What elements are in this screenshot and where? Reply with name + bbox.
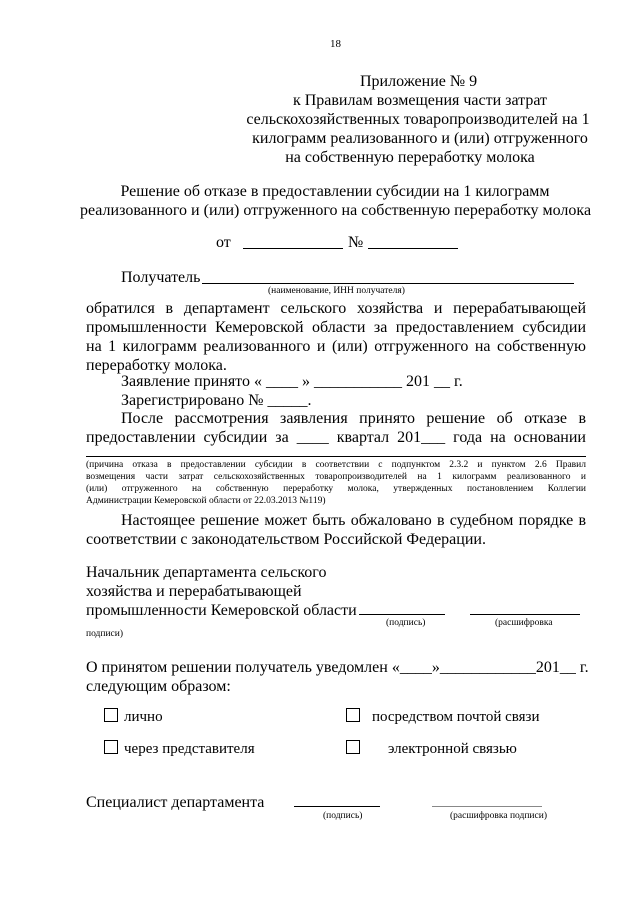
head-title-line-3: промышленности Кемеровской области bbox=[86, 602, 357, 619]
reason-note bbox=[86, 459, 586, 507]
option-electronic-label: электронной связью bbox=[388, 741, 517, 757]
notification-line-2: следующим образом: bbox=[86, 678, 231, 695]
appendix-line-2: сельскохозяйственных товаропроизводителей на 1 bbox=[246, 111, 590, 128]
reason-note-line-4: Администрации Кемеровской области от 22.03.2013 №119) bbox=[86, 496, 326, 506]
checkbox-representative[interactable] bbox=[104, 740, 118, 754]
reason-field[interactable] bbox=[86, 456, 586, 457]
head-decode-hint: (расшифровка bbox=[495, 618, 553, 628]
decision-number-field[interactable] bbox=[368, 248, 458, 249]
appeal-line-1: Настоящее решение может быть обжаловано в судебном порядке в bbox=[121, 512, 586, 529]
appendix-line-3: килограмм реализованного и (или) отгруженного bbox=[252, 130, 588, 147]
page-number: 18 bbox=[330, 38, 341, 50]
recipient-field[interactable] bbox=[202, 283, 574, 284]
option-in-person[interactable] bbox=[104, 708, 163, 727]
appendix-line-1: к Правилам возмещения части затрат bbox=[292, 92, 548, 109]
recipient-label: Получатель bbox=[121, 269, 201, 286]
body-p1-line-4: переработку молока. bbox=[86, 357, 227, 374]
specialist-sign-hint: (подпись) bbox=[323, 811, 363, 821]
appendix-title: Приложение № 9 bbox=[360, 73, 478, 90]
body-p2-line-2: предоставлении субсидии за ____ квартал 201___ года на основании bbox=[86, 429, 586, 446]
application-accepted: Заявление принято « ____ » ___________ 201 __ г. bbox=[121, 373, 463, 390]
option-representative[interactable] bbox=[104, 740, 255, 759]
body-p1-line-1: обратился в департамент сельского хозяйства и перерабатывающей bbox=[86, 300, 586, 317]
reason-note-line-2: возмещения части затрат сельскохозяйственных товаропроизводителей на 1 килограмм реализованного и bbox=[86, 472, 586, 482]
head-title-line-2: хозяйства и перерабатывающей bbox=[86, 583, 302, 600]
option-in-person-label: лично bbox=[124, 709, 163, 725]
decision-title-line-1: Решение об отказе в предоставлении субсидии на 1 килограмм bbox=[120, 183, 550, 200]
decision-from-label: от bbox=[216, 234, 231, 251]
head-sign-field[interactable] bbox=[359, 614, 445, 615]
specialist-decode-field[interactable] bbox=[432, 806, 542, 807]
appendix-line-4: на собственную переработку молока bbox=[285, 149, 535, 166]
appeal-line-2: соответствии с законодательством Российской Федерации. bbox=[86, 531, 486, 548]
specialist-label: Специалист департамента bbox=[86, 794, 265, 811]
notification-line-1: О принятом решении получатель уведомлен «____»____________201__ г. bbox=[86, 659, 589, 676]
option-representative-label: через представителя bbox=[124, 741, 255, 757]
decision-number-label: № bbox=[348, 234, 364, 251]
option-post-label: посредством почтой связи bbox=[372, 709, 540, 725]
body-p1-line-3: на 1 килограмм реализованного и (или) отгруженного на собственную bbox=[86, 338, 586, 355]
checkbox-electronic[interactable] bbox=[346, 740, 360, 754]
checkbox-post[interactable] bbox=[346, 708, 360, 722]
decision-date-field[interactable] bbox=[243, 248, 343, 249]
option-electronic[interactable] bbox=[346, 740, 517, 759]
decision-title-line-2: реализованного и (или) отгруженного на собственную переработку молока bbox=[80, 202, 592, 219]
head-decode-field[interactable] bbox=[470, 614, 580, 615]
body-p2-line-1: После рассмотрения заявления принято решение об отказе в bbox=[121, 410, 586, 427]
specialist-decode-hint: (расшифровка подписи) bbox=[450, 811, 547, 821]
checkbox-in-person[interactable] bbox=[104, 708, 118, 722]
head-title-line-1: Начальник департамента сельского bbox=[86, 564, 327, 581]
recipient-hint: (наименование, ИНН получателя) bbox=[268, 286, 405, 296]
body-p1-line-2: промышленности Кемеровской области за предоставлением субсидии bbox=[86, 319, 586, 336]
head-decode-hint-tail: подписи) bbox=[86, 629, 124, 639]
reason-note-line-1: (причина отказа в предоставлении субсидии в соответствии с подпунктом 2.3.2 и пунктом 2.6 Правил bbox=[86, 460, 586, 470]
option-post[interactable] bbox=[346, 708, 540, 727]
registered-number: Зарегистрировано № _____. bbox=[121, 392, 312, 409]
specialist-sign-field[interactable] bbox=[294, 806, 380, 807]
reason-note-line-3: (или) отгруженного на собственную переработку молока, утвержденных постановлением Коллегии bbox=[86, 484, 586, 494]
head-sign-hint: (подпись) bbox=[386, 618, 426, 628]
